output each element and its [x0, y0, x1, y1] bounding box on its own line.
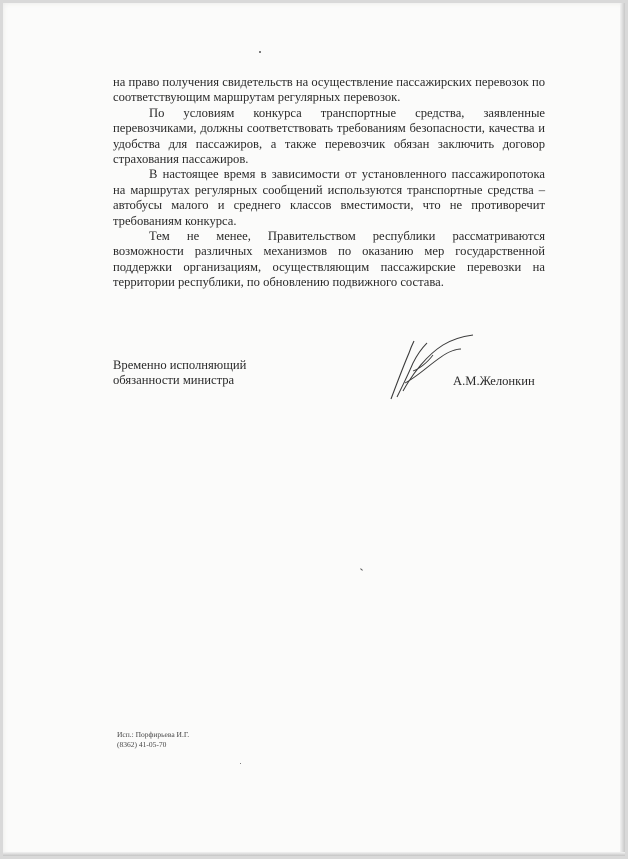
page-edge-right: [620, 3, 625, 856]
body-paragraph: В настоящее время в зависимости от установленного пассажиропотока на маршрутах регулярных сообщений используются транспортные средства – автобусы малого и среднего классов вместимости, что не противоречит требованиям конкурса.: [113, 167, 545, 228]
scan-speck: [360, 568, 363, 571]
body-paragraph: Тем не менее, Правительством республики рассматриваются возможности различных механизмов по оказанию мер государственной поддержки организациям, осуществляющим пассажирские перевозки на территории республики, по обновлению подвижного состава.: [113, 229, 545, 290]
scan-speck: [240, 763, 241, 764]
signatory-title: [113, 358, 246, 389]
page-edge-bottom: [3, 852, 625, 856]
body-paragraph: По условиям конкурса транспортные средства, заявленные перевозчиками, должны соответствовать требованиям безопасности, качества и удобства для пассажиров, а также перевозчик обязан заключить договор страхования пассажиров.: [113, 105, 545, 167]
executor-phone: (8362) 41-05-70: [117, 740, 167, 749]
document-page: [3, 3, 625, 856]
handwritten-signature: [383, 333, 478, 403]
body-paragraph: на право получения свидетельств на осуществление пассажирских перевозок по соответствующим маршрутам регулярных перевозок.: [113, 75, 545, 105]
executor-name: Исп.: Порфирьева И.Г.: [117, 730, 190, 739]
letter-body: [113, 75, 545, 291]
signatory-name: А.М.Желонкин: [453, 374, 535, 388]
scan-speck: [259, 51, 261, 53]
executor-info: [117, 730, 189, 750]
signatory-title-line: обязанности министра: [113, 373, 235, 388]
signatory-title-line: Временно исполняющий: [113, 358, 247, 372]
